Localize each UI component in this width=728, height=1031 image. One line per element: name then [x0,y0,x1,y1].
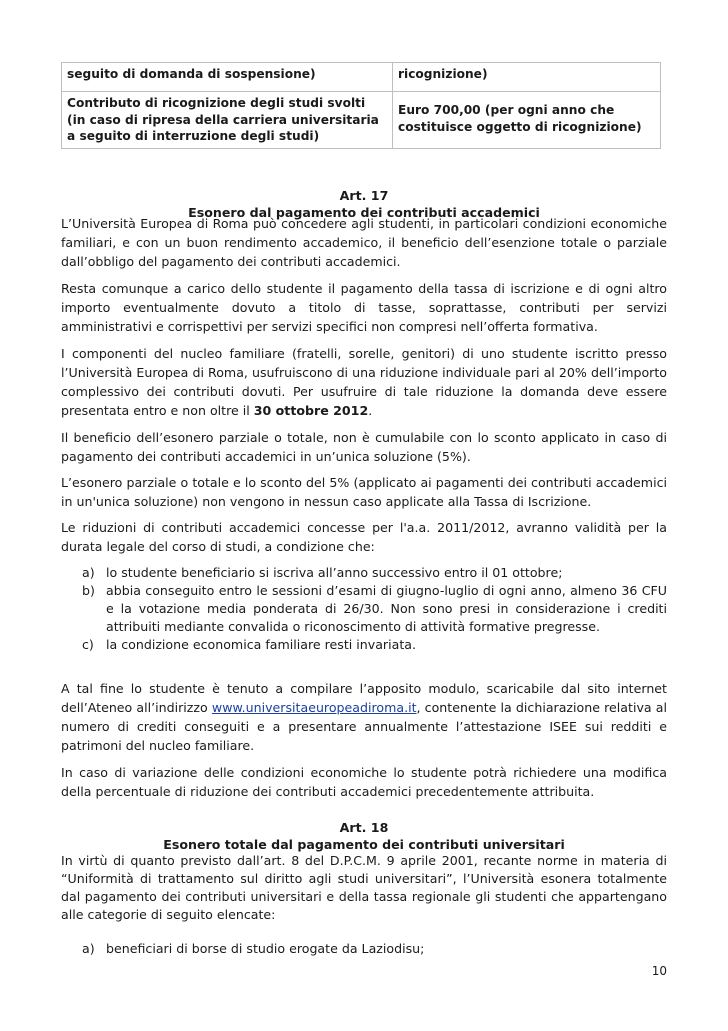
list-item: a) beneficiari di borse di studio erogate da Laziodisu; [82,941,425,956]
paragraph [61,518,667,556]
paragraph-text: I componenti del nucleo familiare (fratelli, sorelle, genitori) di uno studente iscritto presso l’Università Europea di Roma, usufruiscono di una riduzione individuale pari al 20% dell’importo complessivo dei contributi dovuti. Per usufruire di tale riduzione la domanda deve essere presentata entro e non oltre il 30 ottobre 2012. [61,346,667,418]
university-website-link[interactable]: www.universitaeuropeadiroma.it [211,700,417,715]
paragraph-text: Le riduzioni di contributi accademici concesse per l'a.a. 2011/2012, avranno validità per la durata legale del corso di studi, a condizione che: [61,520,667,554]
article-number: Art. 17 [339,188,389,203]
art18-heading [61,820,667,853]
paragraph [61,344,667,420]
table-cell: Euro 700,00 (per ogni anno che costituisce oggetto di ricognizione) [393,92,661,149]
deadline-date: 30 ottobre 2012 [253,403,369,418]
paragraph-text: A tal fine lo studente è tenuto a compilare l’apposito modulo, scaricabile dal sito internet dell’Ateneo all’indirizzo www.universitaeuropeadiroma.it, contenente la dichiarazione relativa al numero di crediti conseguiti e a presentare annualmente l’attestazione ISEE sui redditi e patrimoni del nucleo familiare. [61,681,667,753]
table-row [62,63,661,92]
list-item: c) la condizione economica familiare resti invariata. [82,637,416,652]
paragraph-text: Resta comunque a carico dello studente il pagamento della tassa di iscrizione e di ogni altro importo eventualmente dovuto a titolo di tasse, soprattasse, contributi per servizi amministrativi e corrispettivi per servizi specifici non compresi nell’offerta formativa. [61,281,667,334]
table-cell: Contributo di ricognizione degli studi svolti (in caso di ripresa della carriera universitaria a seguito di interruzione degli studi) [62,92,393,149]
paragraph [61,473,667,511]
exemption-list [61,940,667,958]
paragraph [61,763,667,801]
list-item: a) lo studente beneficiario si iscriva all’anno successivo entro il 01 ottobre; [82,565,563,580]
fees-table [61,62,661,149]
list-item: b) abbia conseguito entro le sessioni d’esami di giugno-luglio di ogni anno, almeno 36 CFU e la votazione media ponderata di 26/30. Non sono presi in considerazione i crediti attribuiti mediante convalida o riconoscimento di attività formative pregresse. [82,583,667,634]
paragraph [61,428,667,466]
conditions-list [61,564,667,654]
table-cell: ricognizione) [393,63,661,92]
table-cell: seguito di domanda di sospensione) [62,63,393,92]
paragraph [61,679,667,755]
paragraph-text: L’Università Europea di Roma può concedere agli studenti, in particolari condizioni economiche familiari, e con un buon rendimento accademico, il beneficio dell’esenzione totale o parziale dall’obbligo del pagamento dei contributi accademici. [61,216,667,269]
article-title: Esonero dal pagamento dei contributi accademici [188,204,540,220]
table-row [62,92,661,149]
page-number: 10 [651,964,667,978]
paragraph-text: L’esonero parziale o totale e lo sconto del 5% (applicato ai pagamenti dei contributi accademici in un'unica soluzione) non vengono in nessun caso applicate alla Tassa di Iscrizione. [61,475,667,509]
paragraph-text: Il beneficio dell’esonero parziale o totale, non è cumulabile con lo sconto applicato in caso di pagamento dei contributi accademici in un’unica soluzione (5%). [61,430,667,464]
paragraph [61,279,667,336]
paragraph [61,214,667,271]
paragraph-text: In virtù di quanto previsto dall’art. 8 del D.P.C.M. 9 aprile 2001, recante norme in materia di “Uniformità di trattamento sul diritto agli studi universitari”, l’Università esonera totalmente dal pagamento dei contributi universitari e della tassa regionale gli studenti che appartengano alle categorie di seguito elencate: [61,853,667,922]
article-number: Art. 18 [339,820,389,835]
article-title: Esonero totale dal pagamento dei contributi universitari [163,836,565,852]
paragraph [61,852,667,924]
paragraph-text: In caso di variazione delle condizioni economiche lo studente potrà richiedere una modifica della percentuale di riduzione dei contributi accademici precedentemente attribuita. [61,765,667,799]
